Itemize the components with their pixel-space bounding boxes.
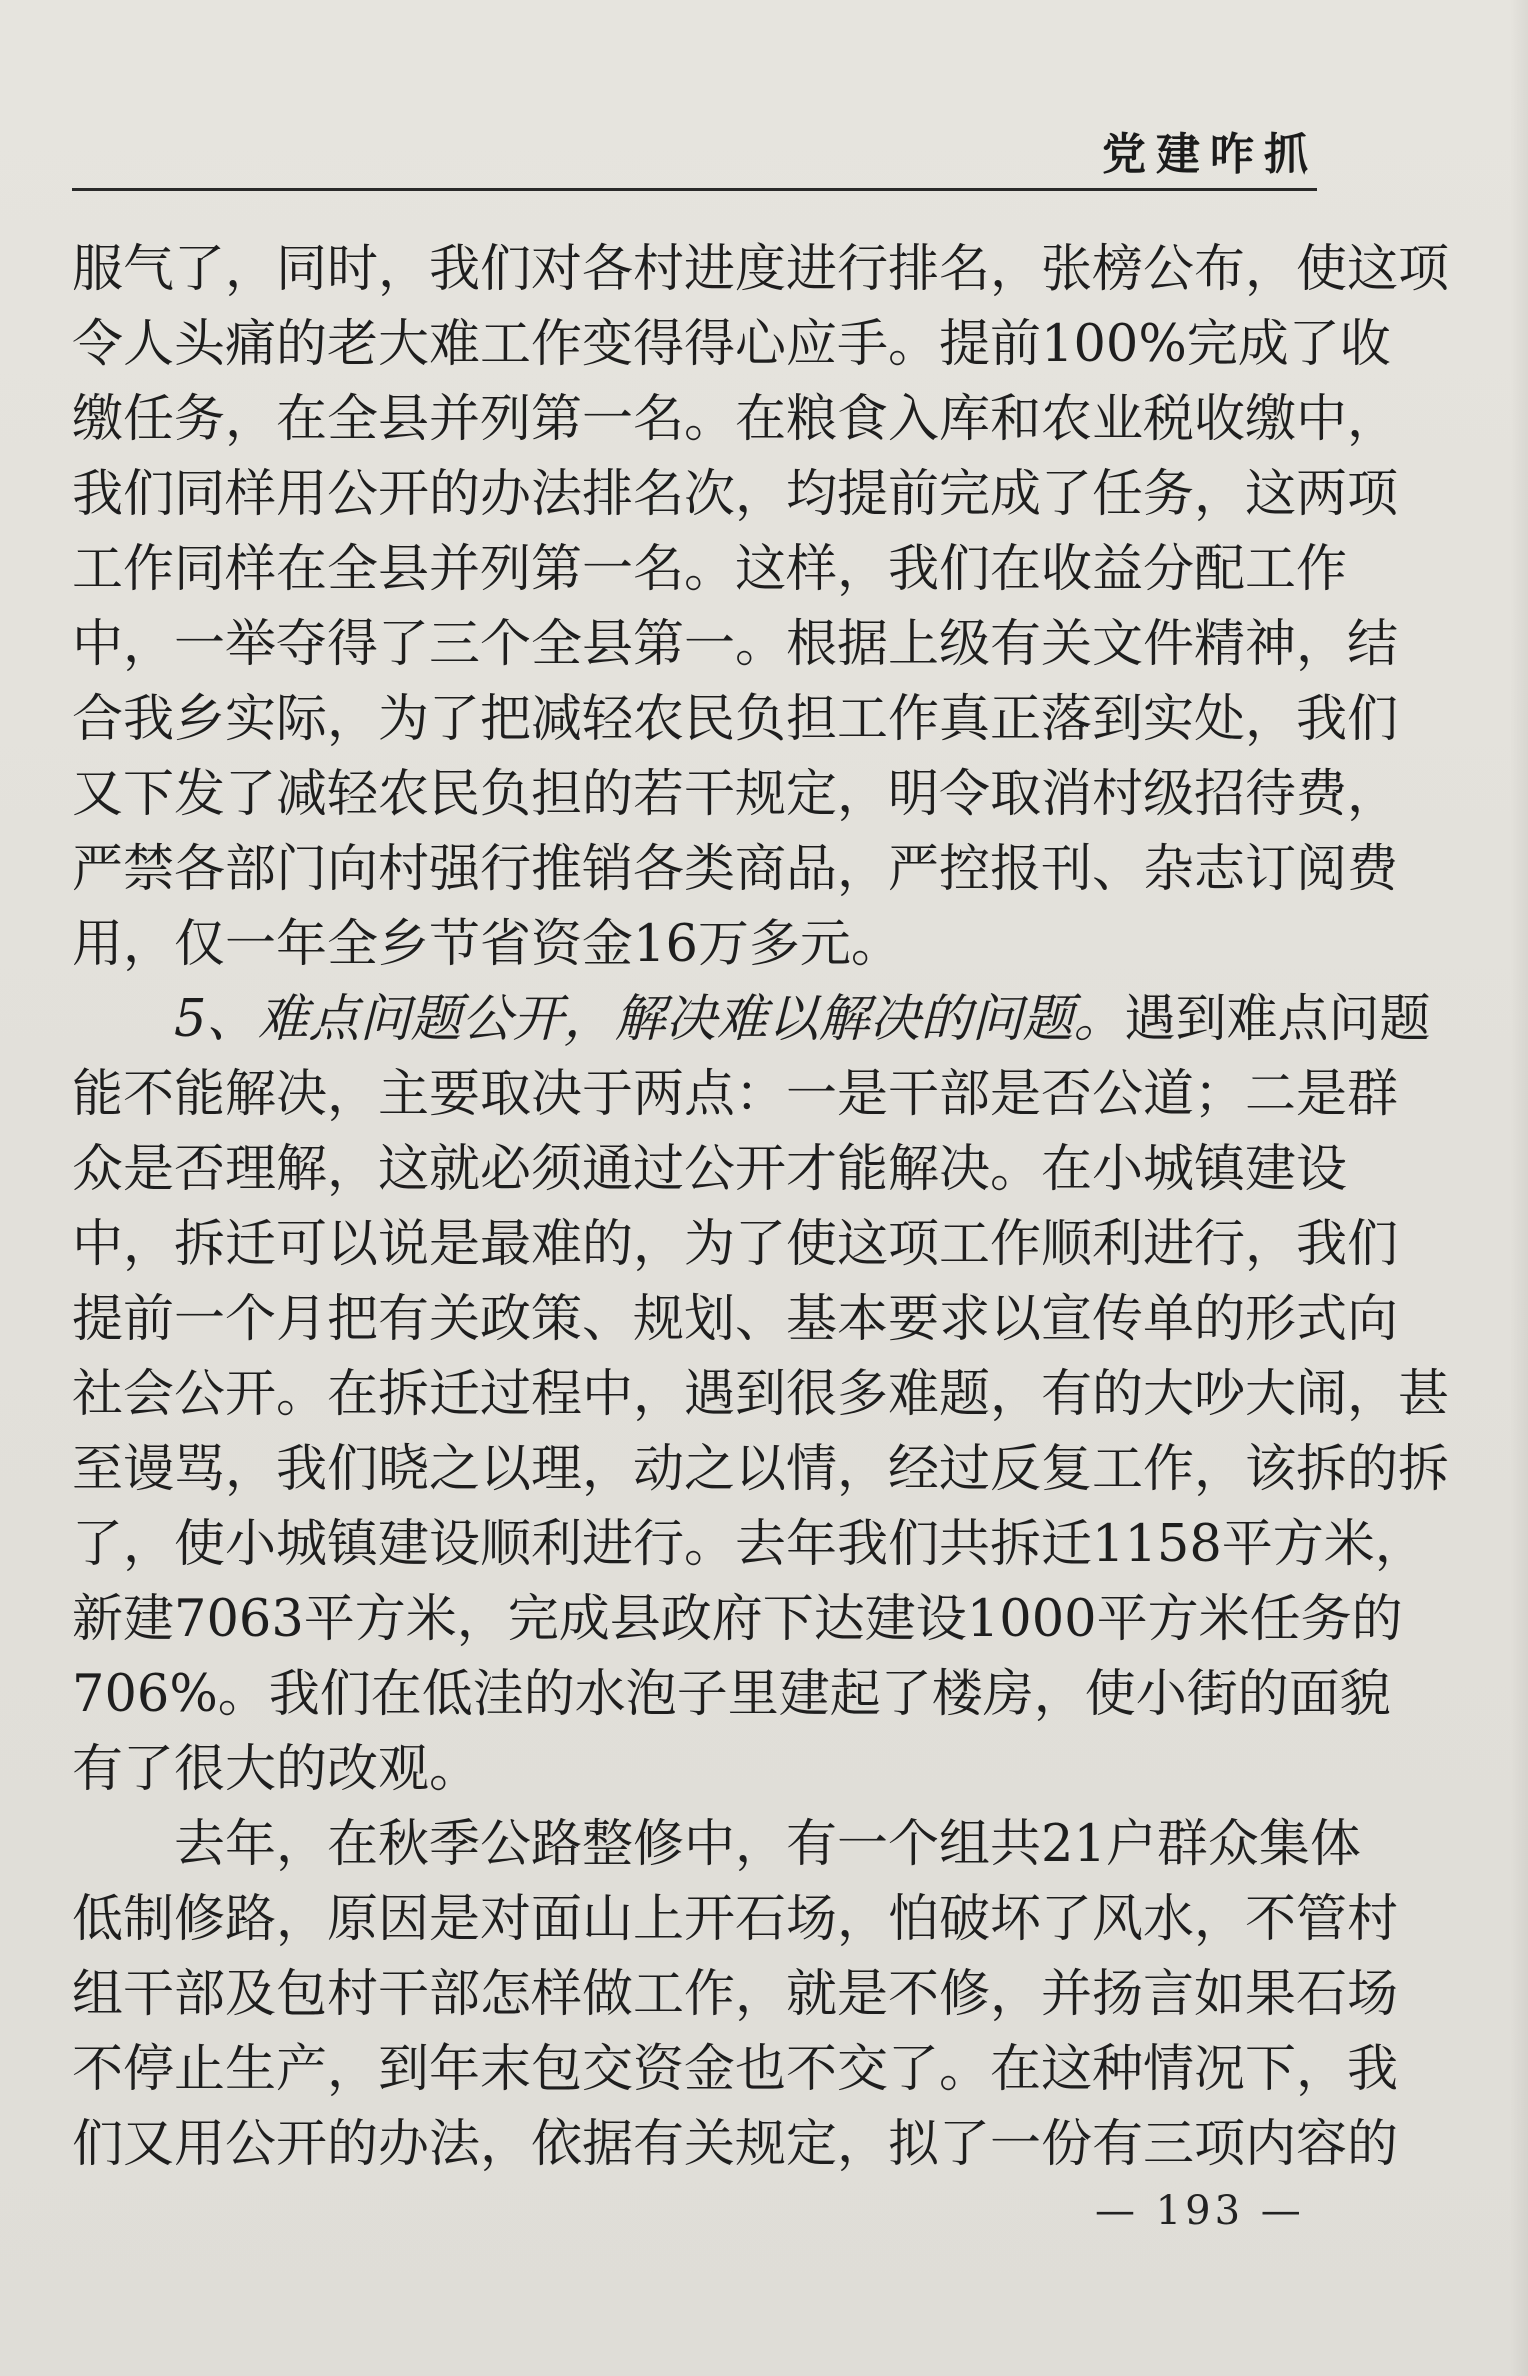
text-line — [72, 1807, 1361, 1882]
page-edge-shadow — [1510, 0, 1528, 2376]
text-line — [72, 1582, 1403, 1657]
line-text: 们又用公开的办法，依据有关规定，拟了一份有三项内容的 — [72, 2115, 1399, 2174]
text-line — [72, 232, 1450, 307]
text-line — [72, 2032, 1399, 2107]
text-line — [72, 832, 1399, 907]
line-text: 706%。我们在低洼的水泡子里建起了楼房，使小街的面貌 — [72, 1665, 1391, 1724]
line-text: 我们同样用公开的办法排名次，均提前完成了任务，这两项 — [72, 465, 1399, 524]
text-line — [72, 907, 1322, 982]
line-text: 至谩骂，我们晓之以理，动之以情，经过反复工作，该拆的拆 — [72, 1440, 1450, 1499]
section-heading: 5、难点问题公开，解决难以解决的问题。 — [174, 990, 1125, 1049]
line-text: 缴任务，在全县并列第一名。在粮食入库和农业税收缴中， — [72, 390, 1399, 449]
text-line — [72, 1432, 1450, 1507]
text-line — [72, 307, 1391, 382]
text-line — [72, 1207, 1399, 1282]
header-rule — [72, 188, 1317, 191]
line-text: 中，拆迁可以说是最难的，为了使这项工作顺利进行，我们 — [72, 1215, 1399, 1274]
line-text: 合我乡实际，为了把减轻农民负担工作真正落到实处，我们 — [72, 690, 1399, 749]
running-head: 党建咋抓 — [1102, 129, 1318, 180]
text-line — [72, 757, 1399, 832]
text-line — [72, 1732, 1322, 1807]
text-line — [72, 1957, 1399, 2032]
line-text: 去年，在秋季公路整修中，有一个组共21户群众集体 — [174, 1815, 1361, 1874]
line-text: 工作同样在全县并列第一名。这样，我们在收益分配工作 — [72, 540, 1348, 599]
line-text: 有了很大的改观。 — [72, 1740, 481, 1799]
page-number: — 193 — — [1095, 2188, 1305, 2234]
text-line — [72, 1057, 1399, 1132]
body-text — [72, 232, 1450, 2182]
text-line — [72, 532, 1348, 607]
text-line — [72, 1132, 1348, 1207]
line-text: 不停止生产，到年末包交资金也不交了。在这种情况下，我 — [72, 2040, 1399, 2099]
line-text: 组干部及包村干部怎样做工作，就是不修，并扬言如果石场 — [72, 1965, 1399, 2024]
line-text: 新建7063平方米，完成县政府下达建设1000平方米任务的 — [72, 1590, 1403, 1649]
text-line — [72, 457, 1399, 532]
line-text: 能不能解决，主要取决于两点：一是干部是否公道；二是群 — [72, 1065, 1399, 1124]
text-line — [72, 382, 1399, 457]
line-text: 又下发了减轻农民负担的若干规定，明令取消村级招待费， — [72, 765, 1399, 824]
line-text: 提前一个月把有关政策、规划、基本要求以宣传单的形式向 — [72, 1290, 1399, 1349]
line-text: 了，使小城镇建设顺利进行。去年我们共拆迁1158平方米， — [72, 1515, 1426, 1574]
text-line — [72, 1357, 1450, 1432]
line-text: 低制修路，原因是对面山上开石场，怕破坏了风水，不管村 — [72, 1890, 1399, 1949]
text-line — [72, 1507, 1426, 1582]
text-line — [72, 2107, 1399, 2182]
line-text: 遇到难点问题 — [1124, 990, 1431, 1049]
line-text: 社会公开。在拆迁过程中，遇到很多难题，有的大吵大闹，甚 — [72, 1365, 1450, 1424]
text-line — [72, 1282, 1399, 1357]
text-line — [72, 607, 1399, 682]
text-line — [72, 682, 1399, 757]
line-text: 中，一举夺得了三个全县第一。根据上级有关文件精神，结 — [72, 615, 1399, 674]
line-text: 众是否理解，这就必须通过公开才能解决。在小城镇建设 — [72, 1140, 1348, 1199]
text-line — [72, 1657, 1391, 1732]
line-text: 用，仅一年全乡节省资金16万多元。 — [72, 915, 902, 974]
text-line — [72, 1882, 1399, 1957]
line-text: 严禁各部门向村强行推销各类商品，严控报刊、杂志订阅费 — [72, 840, 1399, 899]
line-text: 服气了，同时，我们对各村进度进行排名，张榜公布，使这项 — [72, 240, 1450, 299]
line-text: 令人头痛的老大难工作变得得心应手。提前100%完成了收 — [72, 315, 1391, 374]
text-line — [72, 982, 1431, 1057]
